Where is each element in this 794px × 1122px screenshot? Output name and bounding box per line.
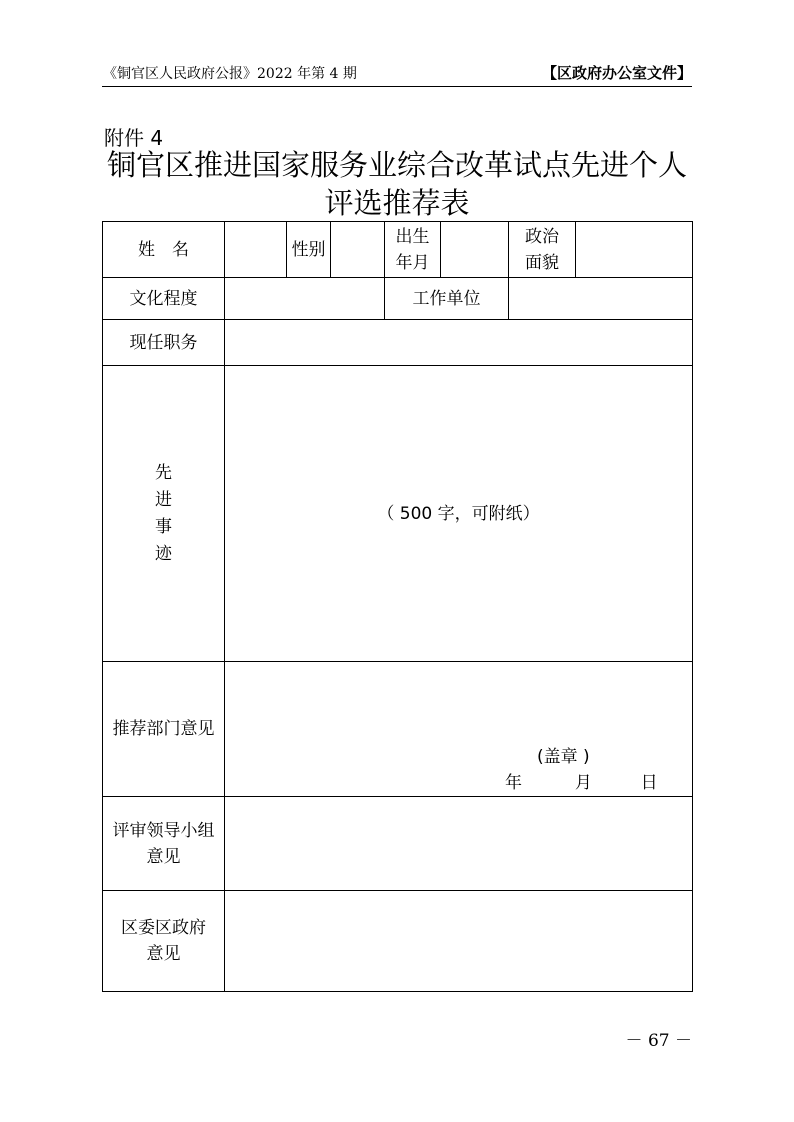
recommend-field[interactable]	[225, 662, 693, 797]
date-day: 日	[640, 773, 658, 793]
date-year: 年	[505, 773, 522, 793]
row-deeds	[103, 366, 693, 662]
header-publication: 《铜官区人民政府公报》2022 年第 4 期	[103, 66, 357, 82]
title-line-2: 评选推荐表	[324, 186, 470, 220]
date-line	[505, 770, 658, 796]
review-label	[103, 797, 225, 891]
government-label-line-2: 意见	[146, 944, 181, 964]
birth-label-line-1: 出生	[395, 226, 430, 247]
government-field[interactable]	[225, 891, 693, 992]
deeds-label-char: 事	[155, 516, 172, 537]
title-line-1: 铜官区推进国家服务业综合改革试点先进个人	[106, 148, 687, 182]
deeds-label-char: 迹	[155, 543, 172, 564]
deeds-label	[103, 366, 225, 662]
row-review	[103, 797, 693, 891]
page-number: － 67 －	[625, 1031, 692, 1051]
birth-label	[385, 222, 441, 278]
row-education	[103, 278, 693, 320]
deeds-label-vertical	[155, 460, 172, 568]
deeds-label-char: 进	[155, 489, 172, 510]
deeds-label-char: 先	[155, 462, 172, 483]
deeds-placeholder: （ 500 字，可附纸）	[377, 503, 540, 524]
name-field[interactable]	[225, 222, 287, 278]
political-label-line-1: 政治	[525, 226, 559, 247]
position-field[interactable]	[225, 320, 693, 366]
employer-label: 工作单位	[385, 278, 509, 320]
gender-field[interactable]	[331, 222, 385, 278]
review-label-line-1: 评审领导小组	[112, 820, 215, 841]
header-divider	[102, 86, 692, 87]
recommend-label: 推荐部门意见	[103, 662, 225, 797]
recommendation-form	[102, 221, 693, 992]
name-label: 姓 名	[103, 222, 225, 278]
row-basic-info	[103, 222, 693, 278]
education-field[interactable]	[225, 278, 385, 320]
stamp-note: (盖章 )	[537, 747, 590, 767]
deeds-field[interactable]	[225, 366, 693, 662]
political-label-line-2: 面貌	[525, 252, 559, 273]
political-field[interactable]	[576, 222, 693, 278]
birth-field[interactable]	[441, 222, 509, 278]
attachment-label: 附件 4	[104, 126, 164, 150]
employer-field[interactable]	[509, 278, 693, 320]
government-label-line-1: 区委区政府	[121, 918, 206, 938]
row-position	[103, 320, 693, 366]
position-label: 现任职务	[103, 320, 225, 366]
row-recommend	[103, 662, 693, 797]
political-label	[509, 222, 576, 278]
header-section: 【区政府办公室文件】	[541, 64, 692, 82]
birth-label-line-2: 年月	[395, 252, 430, 273]
page-title	[100, 146, 694, 222]
date-month: 月	[574, 773, 592, 793]
review-label-line-2: 意见	[146, 846, 181, 867]
row-government	[103, 891, 693, 992]
government-label	[103, 891, 225, 992]
review-field[interactable]	[225, 797, 693, 891]
education-label: 文化程度	[103, 278, 225, 320]
gender-label: 性别	[287, 222, 331, 278]
